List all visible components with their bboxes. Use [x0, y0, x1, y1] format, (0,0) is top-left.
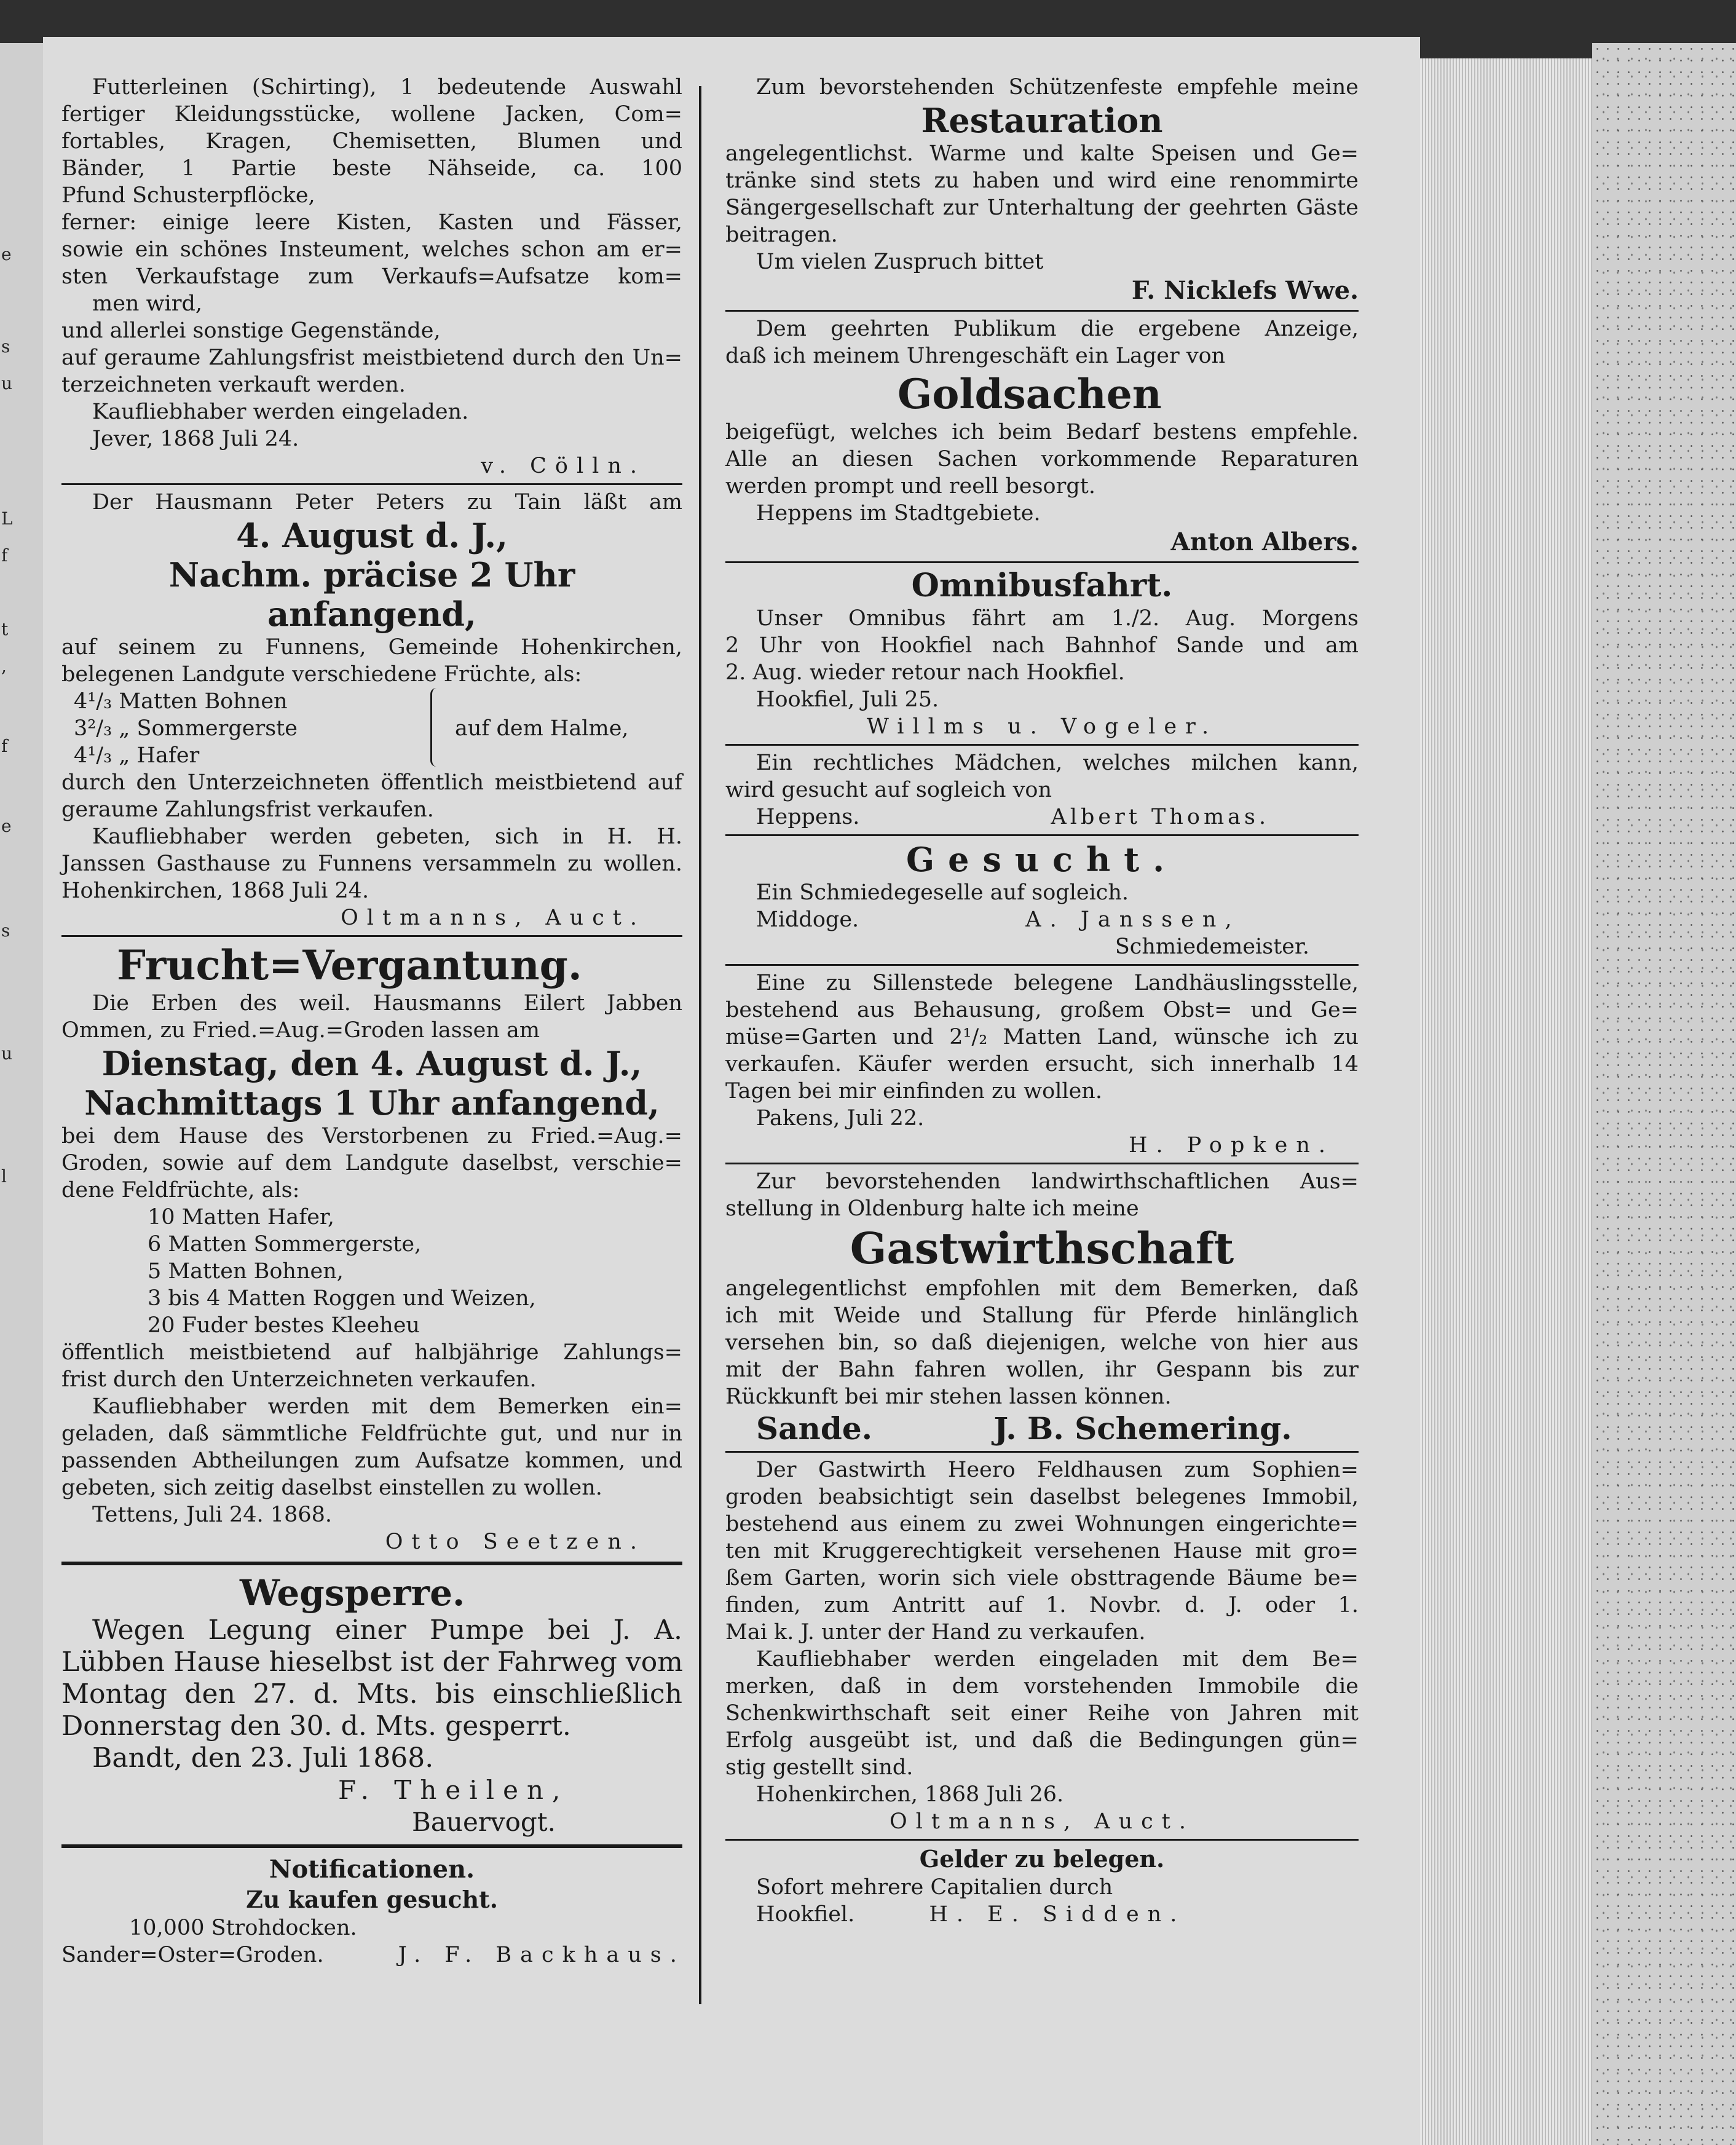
previous-page-edge: [0, 43, 43, 2145]
dateline: Hohenkirchen, 1868 Juli 26.: [756, 1782, 1064, 1807]
text-line: Bänder, 1 Partie beste Nähseide, ca. 100: [61, 156, 682, 181]
advert-heading: Omnibusfahrt.: [911, 567, 1173, 604]
crop-item: 4¹/₃ Matten Bohnen: [74, 689, 288, 714]
margin-letter: f: [1, 545, 8, 566]
text-line: Groden, sowie auf dem Landgute daselbst, verschie=: [61, 1151, 682, 1175]
divider-rule: [61, 483, 682, 485]
sale-time: Nachmittags 1 Uhr anfangend,: [84, 1083, 660, 1123]
text-line: fortables, Kragen, Chemisetten, Blumen und: [61, 129, 682, 154]
divider-rule: [725, 834, 1359, 836]
signature-line: [61, 1942, 685, 1969]
advert-gelder: [725, 1844, 1359, 1928]
section-subheading: Zu kaufen gesucht.: [246, 1886, 498, 1913]
text-line: beitragen.: [725, 223, 838, 247]
margin-letter: s: [1, 336, 10, 357]
dateline: Pakens, Juli 22.: [756, 1106, 925, 1131]
divider-rule: [725, 310, 1359, 312]
text-line: Dem geehrten Publikum die ergebene Anzeige,: [756, 317, 1359, 341]
dateline: Bandt, den 23. Juli 1868.: [92, 1742, 434, 1774]
text-line: Ein Schmiedegeselle auf sogleich.: [756, 880, 1129, 905]
text-line: terzeichneten verkauft werden.: [61, 373, 406, 397]
place: Hookfiel.: [756, 1902, 855, 1927]
signature: J. F. Backhaus.: [398, 1943, 685, 1967]
signature: Otto Seetzen.: [385, 1530, 645, 1554]
signature-title: Schmiedemeister.: [1115, 934, 1309, 959]
text-line: stig gestellt sind.: [725, 1755, 913, 1780]
text-line: angelegentlichst. Warme und kalte Speisen und Ge=: [725, 141, 1359, 166]
text-line: Die Erben des weil. Hausmanns Eilert Jabben: [92, 991, 682, 1016]
advert-gesucht: [725, 840, 1359, 960]
dateline: Hookfiel, Juli 25.: [756, 687, 939, 712]
advert-notificationen: [61, 1854, 685, 1969]
divider-rule: [725, 964, 1359, 966]
text-line: auf geraume Zahlungsfrist meistbietend durch den Un=: [61, 346, 682, 370]
dateline: Hohenkirchen, 1868 Juli 24.: [61, 879, 369, 903]
text-line: gebeten, sich zeitig daselbst einstellen zu wollen.: [61, 1475, 602, 1500]
margin-letter: s: [1, 920, 10, 941]
divider-rule: [725, 1451, 1359, 1453]
text-line: Pfund Schusterpflöcke,: [61, 183, 315, 208]
text-line: werden prompt und reell besorgt.: [725, 474, 1095, 499]
advert-landhaeuslingsstelle: [725, 970, 1359, 1159]
text-line: versehen bin, so daß diejenigen, welche von hier aus: [725, 1330, 1359, 1355]
advert-heading: Restauration: [921, 101, 1163, 140]
sale-date: 4. August d. J.,: [236, 516, 508, 555]
text-line: Zur bevorstehenden landwirthschaftlichen Aus=: [756, 1169, 1359, 1194]
signature: Willms u. Vogeler.: [866, 714, 1218, 739]
divider-rule: [61, 935, 682, 937]
text-line: mit der Bahn fahren wollen, ihr Gespann bis zur: [725, 1357, 1359, 1382]
text-line: angelegentlichst empfohlen mit dem Bemerken, daß: [725, 1276, 1359, 1301]
text-line: 2 Uhr von Hookfiel nach Bahnhof Sande und am: [725, 633, 1359, 658]
signature: Oltmanns, Auct.: [341, 906, 645, 930]
text-line: Donnerstag den 30. d. Mts. gesperrt.: [61, 1710, 571, 1742]
text-line: geraume Zahlungsfrist verkaufen.: [61, 797, 434, 822]
advert-heading: Gesucht.: [905, 840, 1178, 879]
margin-letter: e: [1, 244, 12, 264]
text-line: wird gesucht auf sogleich von: [725, 778, 1052, 802]
text-line: ferner: einige leere Kisten, Kasten und Fässer,: [61, 210, 682, 235]
signature: Anton Albers.: [1170, 527, 1359, 556]
section-heading: Notificationen.: [269, 1855, 475, 1884]
signature: F. Theilen,: [338, 1775, 569, 1805]
signature-line: [725, 906, 1359, 933]
brace: [430, 688, 444, 767]
signature-line: [725, 1901, 1359, 1928]
text-line: Schenkwirthschaft seit einer Reihe von Jahren mit: [725, 1701, 1359, 1726]
divider-rule: [725, 1163, 1359, 1164]
text-line: Kaufliebhaber werden gebeten, sich in H. H.: [92, 824, 682, 849]
advert-auction-goods: [61, 74, 682, 480]
text-line: Ein rechtliches Mädchen, welches milchen kann,: [756, 751, 1359, 775]
place: Sander=Oster=Groden.: [61, 1943, 324, 1967]
left-column: [61, 74, 685, 1969]
signature: Albert Thomas.: [1051, 805, 1270, 829]
newspaper-page: [43, 37, 1420, 2145]
advert-omnibusfahrt: [725, 567, 1359, 740]
crop-item: 3²/₃ „ Sommergerste: [74, 716, 298, 741]
sale-time: Nachm. präcise 2 Uhr anfangend,: [168, 555, 575, 634]
text-line: bei dem Hause des Verstorbenen zu Fried.=Aug.=: [61, 1124, 682, 1148]
text-line: groden beabsichtigt sein daselbst belegenes Immobil,: [725, 1485, 1359, 1509]
crop-item: 4¹/₃ „ Hafer: [74, 743, 200, 768]
text-line: müse=Garten und 2¹/₂ Matten Land, wünsche ich zu: [725, 1025, 1359, 1049]
text-line: Tagen bei mir einfinden zu wollen.: [725, 1079, 1102, 1104]
crop-item: 3 bis 4 Matten Roggen und Weizen,: [148, 1286, 536, 1311]
text-line: verkaufen. Käufer werden ersucht, sich innerhalb 14: [725, 1052, 1359, 1076]
divider-rule: [725, 561, 1359, 563]
text-line: Mai k. J. unter der Hand zu verkaufen.: [725, 1620, 1146, 1645]
text-line: tränke sind stets zu haben und wird eine renommirte: [725, 168, 1359, 193]
text-line: Kaufliebhaber werden mit dem Bemerken ein=: [92, 1394, 682, 1419]
text-line: Kaufliebhaber werden eingeladen.: [92, 400, 469, 424]
divider-rule: [725, 744, 1359, 746]
text-line: Futterleinen (Schirting), 1 bedeutende Auswahl: [92, 75, 682, 100]
text-line: bestehend aus Behausung, großem Obst= und Ge=: [725, 998, 1359, 1022]
text-line: frist durch den Unterzeichneten verkaufen.: [61, 1367, 537, 1392]
signature: F. Nicklefs Wwe.: [1131, 276, 1359, 305]
crop-list: [61, 688, 682, 769]
text-line: Der Hausmann Peter Peters zu Tain läßt am: [92, 490, 682, 515]
text-line: sowie ein schönes Insteument, welches schon am er=: [61, 237, 682, 262]
dateline: Tettens, Juli 24. 1868.: [92, 1503, 333, 1527]
text-line: sten Verkaufstage zum Verkaufs=Aufsatze kom=: [61, 264, 682, 289]
text-line: merken, daß in dem vorstehenden Immobile die: [725, 1674, 1359, 1699]
text-line: ten mit Kruggerechtigkeit versehenen Hause mit gro=: [725, 1539, 1359, 1563]
text-line: und allerlei sonstige Gegenstände,: [61, 318, 441, 343]
text-line: Wegen Legung einer Pumpe bei J. A.: [92, 1614, 682, 1646]
right-column: [725, 74, 1359, 1928]
margin-letter: u: [1, 373, 13, 393]
text-line: Montag den 27. d. Mts. bis einschließlich: [61, 1678, 682, 1710]
text-line: ßem Garten, worin sich viele obsttragende Bäume be=: [725, 1566, 1359, 1590]
divider-rule: [725, 1839, 1359, 1841]
signature: v. Cölln.: [481, 454, 645, 478]
advert-frucht-vergantung: [61, 941, 682, 1555]
margin-letter: u: [1, 1043, 13, 1064]
margin-letter: t: [1, 619, 9, 639]
text-line: Heppens im Stadtgebiete.: [756, 501, 1041, 526]
dateline: Jever, 1868 Juli 24.: [92, 427, 299, 451]
crop-item: 20 Fuder bestes Kleeheu: [148, 1313, 420, 1338]
advert-goldsachen: [725, 315, 1359, 558]
text-line: finden, zum Antritt auf 1. Novbr. d. J. oder 1.: [725, 1593, 1359, 1618]
text-line: öffentlich meistbietend auf halbjährige Zahlungs=: [61, 1340, 682, 1365]
text-line: Erfolg ausgeübt ist, und daß die Bedingungen gün=: [725, 1728, 1359, 1753]
text-line: men wird,: [92, 291, 202, 316]
text-line: durch den Unterzeichneten öffentlich meistbietend auf: [61, 770, 682, 795]
margin-letter: l: [1, 1166, 7, 1187]
text-line: beigefügt, welches ich beim Bedarf bestens empfehle.: [725, 420, 1359, 444]
advert-heading: Goldsachen: [898, 370, 1162, 418]
advert-immobil-sophiengroden: [725, 1456, 1359, 1835]
margin-letter: e: [1, 816, 12, 836]
signature: Oltmanns, Auct.: [890, 1809, 1194, 1834]
text-line: stellung in Oldenburg halte ich meine: [725, 1196, 1139, 1221]
crop-note: auf dem Halme,: [455, 716, 629, 741]
advert-gastwirthschaft: [725, 1168, 1359, 1447]
place: Heppens.: [756, 805, 860, 829]
book-page-edges: [1420, 58, 1592, 2145]
crop-item: 6 Matten Sommergerste,: [148, 1232, 422, 1257]
margin-letter: ,: [1, 656, 7, 676]
text-line: auf seinem zu Funnens, Gemeinde Hohenkirchen,: [61, 635, 682, 660]
advert-maedchen: [725, 749, 1359, 831]
advert-restauration: [725, 74, 1359, 306]
divider-rule: [61, 1844, 682, 1848]
column-divider: [699, 86, 701, 2004]
margin-letter: L: [1, 508, 13, 529]
text-line: fertiger Kleidungsstücke, wollene Jacken, Com=: [61, 102, 682, 127]
text-line: belegenen Landgute verschiedene Früchte, als:: [61, 662, 582, 687]
text-line: daß ich meinem Uhrengeschäft ein Lager von: [725, 344, 1226, 368]
text-line: Der Gastwirth Heero Feldhausen zum Sophien=: [756, 1458, 1359, 1482]
text-line: dene Feldfrüchte, als:: [61, 1178, 300, 1203]
signature-line: [725, 1410, 1359, 1447]
text-line: Eine zu Sillenstede belegene Landhäuslingsstelle,: [756, 971, 1359, 995]
crop-item: 5 Matten Bohnen,: [148, 1259, 344, 1284]
advert-heading: Frucht=Vergantung.: [117, 941, 582, 989]
signature-title: Bauervogt.: [412, 1807, 556, 1837]
text-line: Rückkunft bei mir stehen lassen können.: [725, 1385, 1172, 1409]
book-cover: [1592, 43, 1736, 2145]
advert-heading: Wegsperre.: [240, 1572, 465, 1614]
text-line: Sofort mehrere Capitalien durch: [756, 1875, 1113, 1900]
divider-rule: [61, 1562, 682, 1565]
text-line: Kaufliebhaber werden eingeladen mit dem Be=: [756, 1647, 1359, 1672]
text-line: Ommen, zu Fried.=Aug.=Groden lassen am: [61, 1018, 540, 1043]
advert-crop-sale-tain: [61, 489, 682, 931]
advert-heading: Gastwirthschaft: [850, 1223, 1234, 1274]
signature: J. B. Schemering.: [993, 1410, 1292, 1447]
signature: H. E. Sidden.: [929, 1902, 1186, 1927]
text-line: Alle an diesen Sachen vorkommende Reparaturen: [725, 447, 1359, 472]
text-line: Janssen Gasthause zu Funnens versammeln zu wollen.: [61, 851, 682, 876]
text-line: Lübben Hause hieselbst ist der Fahrweg vom: [61, 1646, 683, 1678]
place: Middoge.: [756, 907, 859, 932]
section-heading: Gelder zu belegen.: [919, 1845, 1165, 1873]
place: Sande.: [756, 1410, 873, 1447]
text-line: Sängergesellschaft zur Unterhaltung der geehrten Gäste: [725, 196, 1359, 220]
text-line: bestehend aus einem zu zwei Wohnungen eingerichte=: [725, 1512, 1359, 1536]
text-line: Zum bevorstehenden Schützenfeste empfehle meine: [756, 75, 1359, 100]
text-line: Um vielen Zuspruch bittet: [756, 250, 1044, 274]
sale-date: Dienstag, den 4. August d. J.,: [101, 1044, 642, 1083]
signature: A. Janssen,: [1025, 907, 1241, 932]
text-line: 2. Aug. wieder retour nach Hookfiel.: [725, 660, 1125, 685]
signature-line: [725, 804, 1359, 831]
text-line: Unser Omnibus fährt am 1./2. Aug. Morgens: [756, 606, 1359, 631]
text-line: geladen, daß sämmtliche Feldfrüchte gut, und nur in: [61, 1421, 682, 1446]
text-line: passenden Abtheilungen zum Aufsatze kommen, und: [61, 1448, 682, 1473]
margin-letter: f: [1, 736, 8, 756]
text-line: 10,000 Strohdocken.: [129, 1916, 357, 1940]
text-line: ich mit Weide und Stallung für Pferde hinlänglich: [725, 1303, 1359, 1328]
signature: H. Popken.: [1129, 1133, 1334, 1158]
advert-wegsperre: [61, 1571, 682, 1838]
crop-item: 10 Matten Hafer,: [148, 1205, 334, 1230]
